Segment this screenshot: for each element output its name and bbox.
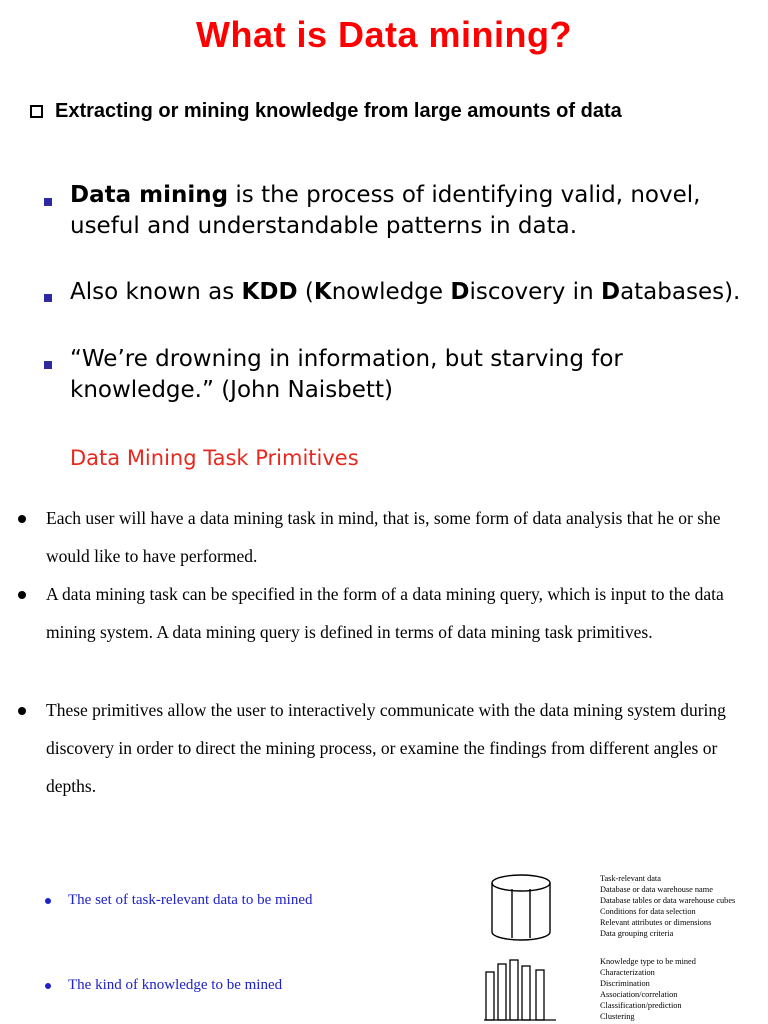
page-title: What is Data mining? bbox=[195, 14, 572, 55]
body-bullet: Each user will have a data mining task in mind, that is, some form of data analysis that he or she would like to have performed. bbox=[46, 508, 721, 566]
intro-row bbox=[30, 96, 622, 126]
knowledge-type-line: Characterization bbox=[600, 968, 655, 978]
kdd-prefix: Also known as bbox=[70, 279, 242, 305]
kdd-text: iscovery in bbox=[469, 279, 601, 305]
knowledge-type-line: Classification/prediction bbox=[600, 1001, 682, 1011]
task-relevant-line: Data grouping criteria bbox=[600, 929, 674, 939]
bullet-dot-icon bbox=[18, 515, 26, 523]
body-bullet: A data mining task can be specified in the form of a data mining query, which is input to the data mining system. A data mining query is defined in terms of data mining task primitives. bbox=[46, 584, 724, 642]
term-data-mining: Data mining bbox=[70, 182, 229, 208]
square-bullet-icon bbox=[44, 198, 52, 206]
task-relevant-line: Database tables or data warehouse cubes bbox=[600, 896, 736, 906]
knowledge-type-line: Clustering bbox=[600, 1012, 635, 1022]
knowledge-type-line: Association/correlation bbox=[600, 990, 678, 1000]
primitive-item: The kind of knowledge to be mined bbox=[68, 977, 283, 993]
task-relevant-line: Relevant attributes or dimensions bbox=[600, 918, 712, 928]
knowledge-type-line: Discrimination bbox=[600, 979, 650, 989]
kdd-term: KDD bbox=[241, 279, 298, 305]
body-bullet: These primitives allow the user to interactively communicate with the data mining system during discovery in order to direct the mining process, or examine the findings from different angles or depths. bbox=[46, 700, 726, 796]
kdd-letter: D bbox=[450, 279, 470, 305]
blue-bullet-icon bbox=[45, 898, 51, 904]
bar-chart-icon bbox=[482, 956, 558, 1022]
blue-bullet-icon bbox=[45, 983, 51, 989]
kdd-text: nowledge bbox=[331, 279, 451, 305]
kdd-text: atabases). bbox=[620, 279, 741, 305]
intro-text: Extracting or mining knowledge from large amounts of data bbox=[55, 99, 622, 122]
knowledge-type-line: Knowledge type to be mined bbox=[600, 957, 696, 966]
square-bullet-icon bbox=[44, 294, 52, 302]
bullet-dot-icon bbox=[18, 591, 26, 599]
bullet-dot-icon bbox=[18, 707, 26, 715]
primitive-item: The set of task-relevant data to be mined bbox=[68, 892, 313, 908]
kdd-letter: D bbox=[600, 279, 621, 305]
checkbox-bullet-icon bbox=[30, 105, 43, 118]
point-quote: “We’re drowning in information, but starving for knowledge.” (John Naisbett) bbox=[70, 346, 623, 403]
task-relevant-line: Conditions for data selection bbox=[600, 907, 696, 917]
kdd-letter: K bbox=[313, 279, 332, 305]
point-kdd bbox=[70, 277, 750, 308]
point-definition bbox=[70, 180, 750, 242]
task-relevant-list bbox=[600, 873, 760, 940]
database-icon bbox=[488, 872, 554, 944]
section-heading: Data Mining Task Primitives bbox=[70, 446, 359, 470]
task-relevant-line: Database or data warehouse name bbox=[600, 885, 713, 895]
task-relevant-line: Task-relevant data bbox=[600, 874, 661, 883]
definition-text: is the process of identifying valid, novel, useful and understandable patterns in data. bbox=[70, 182, 701, 239]
kdd-text: ( bbox=[297, 279, 314, 305]
square-bullet-icon bbox=[44, 361, 52, 369]
knowledge-type-list bbox=[600, 956, 760, 1023]
